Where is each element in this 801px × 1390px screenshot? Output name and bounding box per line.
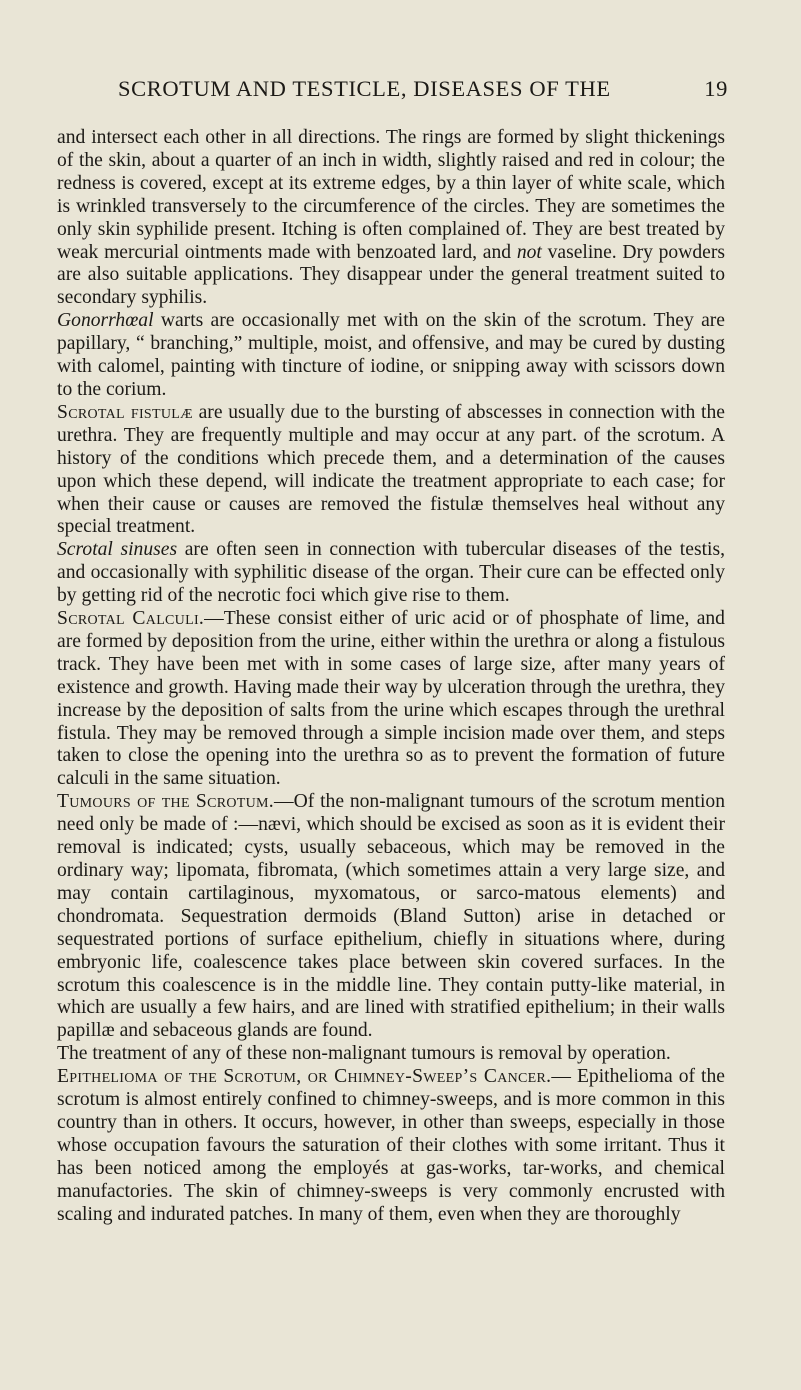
paragraph [57,608,725,791]
page-number: 19 [704,76,728,101]
paragraph [57,127,725,310]
text-run: are usually due to the bursting of abscesses in connection with the urethra. They are frequently multiple and may occur at any part. of the scrotum. A history of the conditions which precede them, and a determination of the causes upon which these depend, will indicate the treatment appropriate to each case; for when their cause or causes are removed the fistulæ themselves heal without any special treatment. [57,401,725,538]
text-run: are often seen in connection with tubercular diseases of the testis, and occasionally with syphilitic disease of the organ. Their cure can be effected only by getting rid of the necrotic foci which give rise to them. [57,539,725,607]
text-run: The treatment of any of these non-malignant tumours is removal by operation. [57,1043,671,1065]
paragraph [57,1066,725,1226]
text-run: and intersect each other in all directions. The rings are formed by slight thickenings of the skin, about a quarter of an inch in width, slightly raised and red in colour; the redness is covered, except at its extreme edges, by a thin layer of white scale, which is wrinkled transversely to the circumference of the circles. They are sometimes the only skin syphilide present. Itching is often complained of. They are best treated by weak mercurial ointments made with benzoated lard, and [57,127,725,263]
text-run: vaseline. Dry powders are also suitable applications. They disappear under the general treatment suited to secondary syphilis. [57,241,725,309]
emphasis: Scrotal sinuses [57,539,178,561]
paragraph [57,539,725,608]
running-head [118,76,728,102]
section-heading: Scrotal Calculi. [57,608,205,630]
section-heading: Tumours of the Scrotum. [57,791,275,813]
emphasis: Gonorrhœal [57,310,154,332]
emphasis: not [516,241,542,263]
text-run: warts are occasionally met with on the skin of the scrotum. They are papillary, “ branching,” multiple, moist, and offensive, and may be cured by dusting with calomel, painting with tincture of iodine, or snipping away with scissors down to the corium. [57,310,725,400]
paragraph [57,310,725,402]
section-heading: Epithelioma of the Scrotum, or Chimney-Sweep’s Cancer. [57,1066,552,1088]
paragraph [57,1043,725,1066]
section-heading: Scrotal fistulæ [57,401,193,423]
paragraph [57,402,725,539]
text-run: —These consist either of uric acid or of phosphate of lime, and are formed by deposition from the urine, either within the urethra or along a fistulous track. They have been met with in some cases of large size, after many years of existence and growth. Having made their way by ulceration through the urethra, they increase by the deposition of salts from the urine which escapes through the urethral fistula. They may be removed through a simple incision made over them, and steps taken to close the opening into the urethra so as to prevent the formation of future calculi in the same situation. [57,608,725,790]
text-run: —Of the non-malignant tumours of the scrotum mention need only be made of :—nævi, which should be excised as soon as it is evident their removal is indicated; cysts, usually sebaceous, which may be removed in the ordinary way; lipomata, fibromata, (which sometimes attain a very large size, and may contain cartilaginous, myxomatous, or sarco-matous elements) and chondromata. Sequestration dermoids (Bland Sutton) arise in detached or sequestrated portions of surface epithelium, chiefly in situations where, during embryonic life, coalescence takes place between skin covered surfaces. In the scrotum this coalescence is in the middle line. They contain putty-like material, in which are usually a few hairs, and are lined with stratified epithelium; in their walls papillæ and sebaceous glands are found. [57,791,725,1042]
running-title: SCROTUM AND TESTICLE, DISEASES OF THE [118,76,611,101]
text-run: — Epithelioma of the scrotum is almost entirely confined to chimney-sweeps, and is more common in this country than in others. It occurs, however, in other than sweeps, especially in those whose occupation favours the saturation of their clothes with some irritant. Thus it has been noticed among the employés at gas-works, tar-works, and chemical manufactories. The skin of chimney-sweeps is very commonly encrusted with scaling and indurated patches. In many of them, even when they are thoroughly [57,1066,725,1225]
body-text [57,127,725,1227]
paragraph [57,791,725,1043]
